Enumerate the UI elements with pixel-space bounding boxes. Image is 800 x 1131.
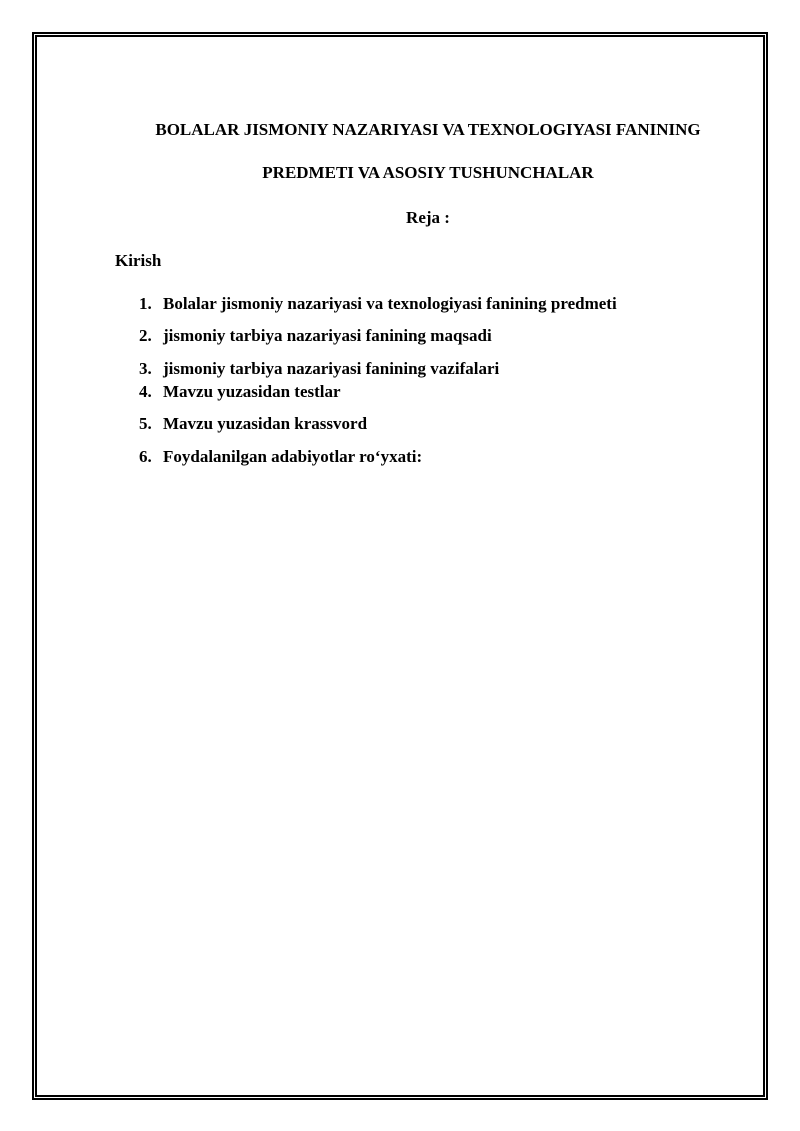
plan-item-text: jismoniy tarbiya nazariyasi fanining maqsadi (163, 326, 492, 345)
intro-label: Kirish (115, 251, 162, 270)
plan-item-text: Bolalar jismoniy nazariyasi va texnologiyasi fanining predmeti (163, 294, 617, 313)
document-title-line1: BOLALAR JISMONIY NAZARIYASI VA TEXNOLOGIYASI FANINING (155, 120, 701, 139)
plan-item (139, 382, 341, 402)
document-title-line2: PREDMETI VA ASOSIY TUSHUNCHALAR (262, 163, 594, 182)
plan-item-text: Mavzu yuzasidan testlar (163, 382, 341, 401)
plan-item (139, 414, 367, 434)
plan-item-text: jismoniy tarbiya nazariyasi fanining vazifalari (163, 359, 500, 378)
plan-item (139, 447, 422, 467)
plan-item (139, 294, 617, 314)
plan-item-number: 4. (139, 382, 152, 401)
plan-item-number: 2. (139, 326, 152, 345)
plan-heading: Reja : (406, 208, 450, 227)
plan-item-text: Mavzu yuzasidan krassvord (163, 414, 368, 433)
plan-item-number: 3. (139, 359, 152, 378)
plan-item-number: 1. (139, 294, 152, 313)
plan-item-number: 5. (139, 414, 152, 433)
page-border (32, 32, 768, 1100)
plan-item-text: Foydalanilgan adabiyotlar ro‘yxati: (163, 447, 423, 466)
plan-item (139, 359, 499, 379)
plan-item-number: 6. (139, 447, 152, 466)
plan-item (139, 326, 492, 346)
